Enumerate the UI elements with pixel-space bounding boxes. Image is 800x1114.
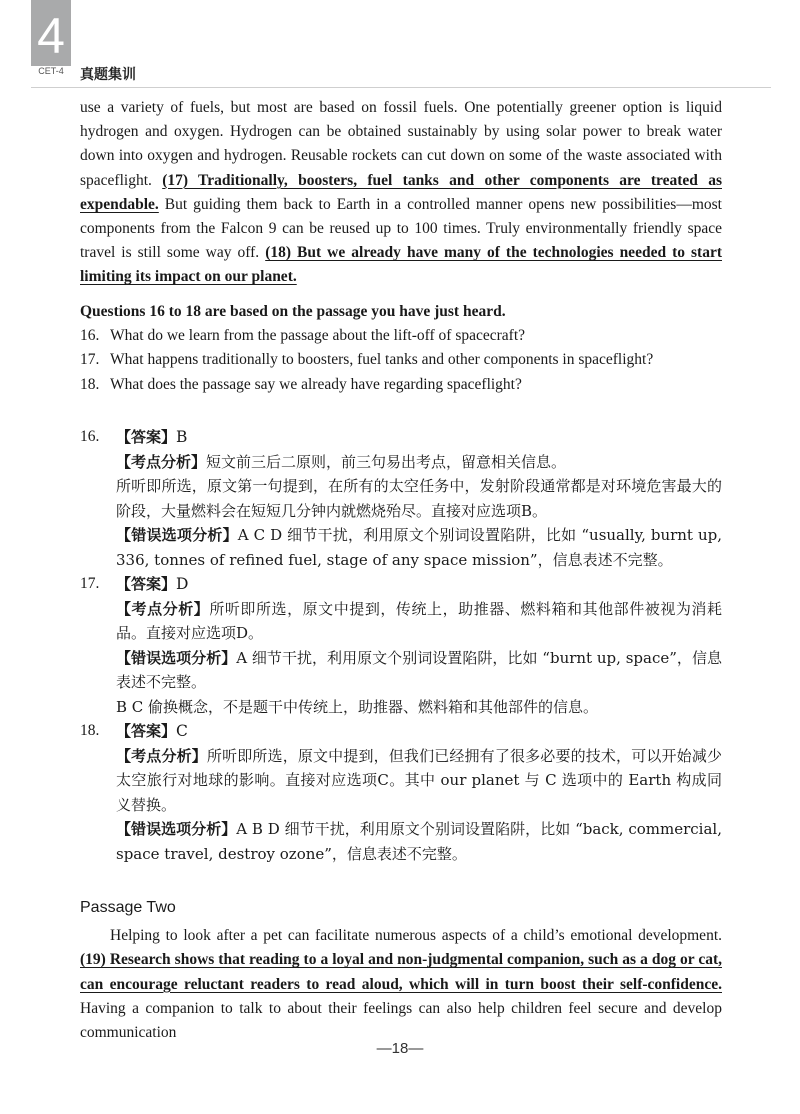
analysis-text: 短文前三后二原则，前三句易出考点，留意相关信息。	[206, 452, 567, 471]
analysis-label: 【考点分析】	[116, 599, 210, 618]
passage-text: use a variety of fuels, but most are based on fossil fuels. One potentially greener option is liquid hydrogen and oxygen. Hydrogen can be obtained sustainably by using solar power to break water down into oxygen and hydrogen. Reusable rockets can cut down on some of the waste associated with spaceflight.	[80, 99, 722, 189]
question-17: 17. What happens traditionally to boosters, fuel tanks and other components in spaceflight?	[80, 351, 654, 369]
answer-label: 【答案】	[116, 575, 177, 594]
answer-number: 17.	[80, 575, 100, 593]
wrong-option-label: 【错误选项分析】	[116, 526, 238, 545]
questions-heading: Questions 16 to 18 are based on the passage you have just heard.	[80, 302, 506, 320]
answer-18	[80, 719, 722, 866]
page-content	[80, 96, 722, 1045]
analysis-label: 【考点分析】	[116, 452, 207, 471]
section-title: 真题集训	[80, 67, 136, 83]
passage-text: But guiding them back to Earth in a controlled manner opens new possibilities—most components from the Falcon 9 can be reused up to 100 times. Truly environmentally friendly space travel is still some way off.	[80, 195, 722, 262]
answer-analysis	[80, 425, 722, 866]
wrong-option-text: A 细节干扰，利用原文个别词设置陷阱，比如 “burnt up, space”，信息表述不完整。	[116, 648, 722, 692]
answer-16	[80, 425, 722, 572]
highlight-18: (18) But we already have many of the technologies needed to start limiting its impact on our planet.	[80, 244, 722, 286]
header-divider	[31, 87, 771, 88]
answer-value: C	[176, 722, 188, 741]
question-18: 18. What does the passage say we already have regarding spaceflight?	[80, 375, 522, 393]
wrong-option-label: 【错误选项分析】	[116, 820, 237, 839]
answer-value: B	[176, 428, 188, 447]
passage-text: Having a companion to talk to about their feelings can also help children feel secure and develop communication	[80, 999, 722, 1041]
question-16: 16. What do we learn from the passage about the lift-off of spacecraft?	[80, 326, 526, 344]
unit-number: 4	[37, 8, 65, 64]
answer-label: 【答案】	[116, 428, 177, 447]
unit-badge	[31, 0, 71, 66]
analysis-text: 所听即所选，原文中提到，但我们已经拥有了很多必要的技术，可以开始减少太空旅行对地球的影响。直接对应选项C。其中 our planet 与 C 选项中的 Earth 构成同义替换。	[116, 746, 722, 814]
analysis-detail: 所听即所选，原文第一句提到，在所有的太空任务中，发射阶段通常都是对环境危害最大的阶段，大量燃料会在短短几分钟内就燃烧殆尽。直接对应选项B。	[116, 477, 722, 520]
analysis-extra: B C 偷换概念，不是题干中传统上，助推器、燃料箱和其他部件的信息。	[116, 697, 599, 716]
passage-two-title: Passage Two	[80, 899, 176, 917]
analysis-text: 所听即所选，原文中提到，传统上，助推器、燃料箱和其他部件被视为消耗品。直接对应选项D。	[116, 599, 722, 643]
exam-code: CET-4	[38, 66, 64, 76]
answer-number: 16.	[80, 428, 100, 446]
wrong-option-text: A C D 细节干扰，利用原文个别词设置陷阱，比如 “usually, burnt up, 336, tonnes of refined fuel, stage of any space mission”，信息表述不完整。	[116, 526, 722, 569]
highlight-19: (19) Research shows that reading to a loyal and non-judgmental companion, such as a dog or cat, can encourage reluctant readers to read aloud, which will in turn boost their self-confidence.	[80, 951, 722, 993]
passage-one-continued	[80, 96, 722, 290]
passage-two-text	[80, 924, 722, 1045]
answer-label: 【答案】	[116, 722, 177, 741]
answer-number: 18.	[80, 722, 100, 740]
passage-text: Helping to look after a pet can facilitate numerous aspects of a child’s emotional development.	[110, 927, 722, 945]
highlight-17: (17) Traditionally, boosters, fuel tanks and other components are treated as expendable.	[80, 171, 722, 213]
answer-17	[80, 572, 722, 719]
wrong-option-text: A B D 细节干扰，利用原文个别词设置陷阱，比如 “back, commercial, space travel, destroy ozone”，信息表述不完整。	[116, 820, 722, 863]
analysis-label: 【考点分析】	[116, 746, 207, 765]
answer-value: D	[176, 575, 189, 594]
wrong-option-label: 【错误选项分析】	[116, 648, 237, 667]
page-number: —18—	[376, 1040, 424, 1057]
